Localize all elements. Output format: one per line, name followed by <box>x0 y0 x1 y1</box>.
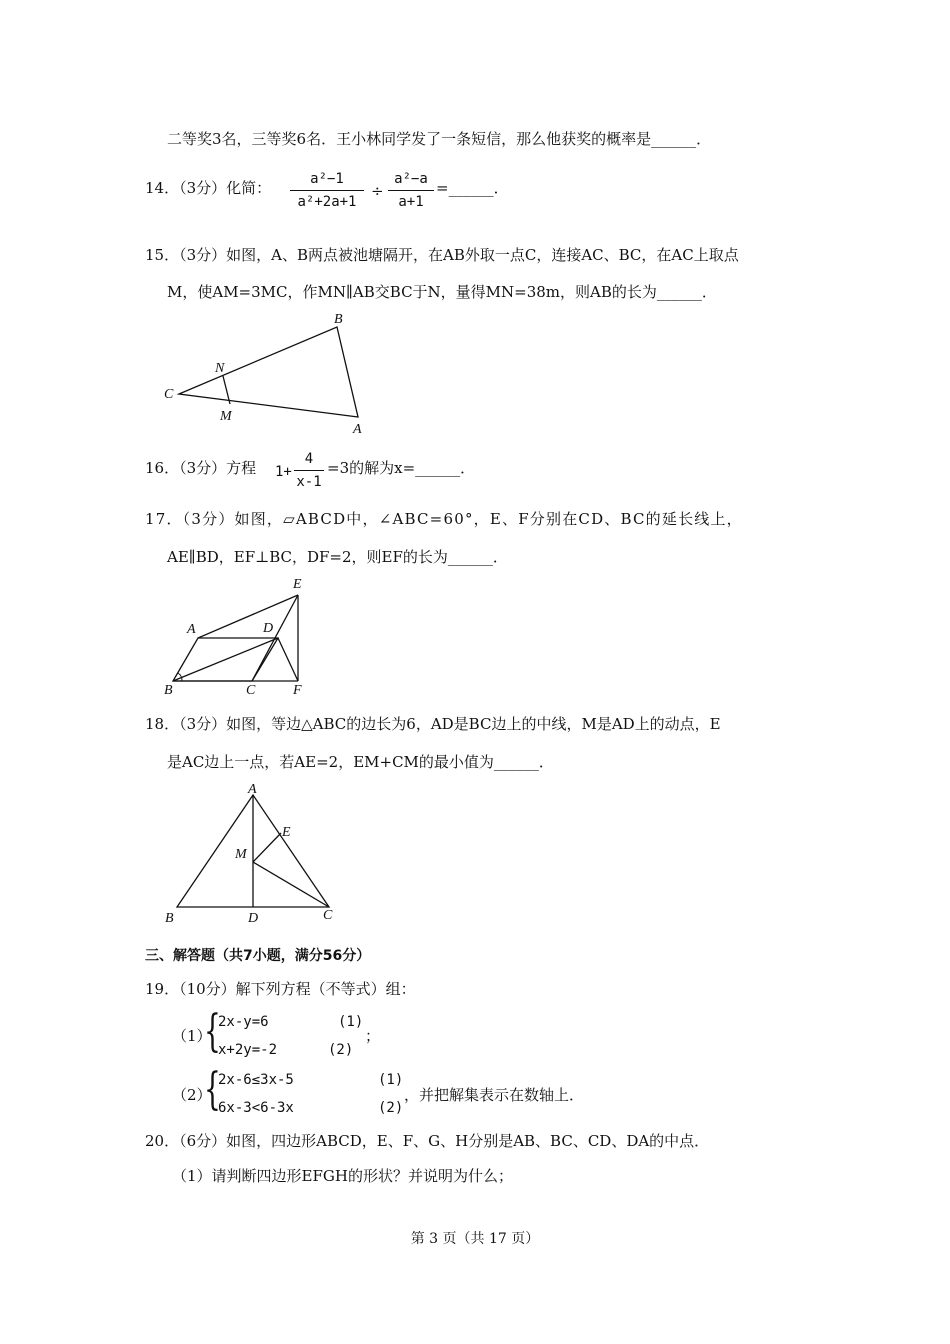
q15-line-2: M，使AM=3MC，作MN∥AB交BC于N，量得MN=38m，则AB的长为______． <box>167 283 717 301</box>
q18-label-d: D <box>248 911 259 926</box>
q15-line-1: 15．（3分）如图，A、B两点被池塘隔开，在AB外取一点C，连接AC、BC，在AC上取点 <box>145 246 739 264</box>
q15-label-n: N <box>215 361 225 376</box>
q18-label-a: A <box>248 782 257 797</box>
q19-part-2-eq-1: 2x-6≤3x-5 <box>218 1072 294 1088</box>
q16-tail: =3的解为x=______． <box>327 459 476 477</box>
q19-part-1-eq-2: x+2y=-2 <box>218 1042 278 1058</box>
q18-label-b: B <box>165 911 174 926</box>
q19-head: 19．（10分）解下列方程（不等式）组： <box>145 980 416 998</box>
q19-part-2-brace: { <box>204 1064 221 1115</box>
q19-part-1-brace: { <box>204 1006 221 1057</box>
q15-figure <box>160 310 380 440</box>
q19-part-1-eq-1: 2x-y=6 <box>218 1014 269 1030</box>
q17-figure <box>160 575 320 700</box>
q15-label-c: C <box>164 387 174 402</box>
q17-line-2: AE∥BD，EF⊥BC，DF=2，则EF的长为______． <box>167 548 508 566</box>
q17-label-c: C <box>246 683 256 698</box>
q16-denominator: x-1 <box>296 474 322 490</box>
q19-part-2-tail: ，并把解集表示在数轴上． <box>404 1086 585 1104</box>
q17-label-d: D <box>263 621 274 636</box>
q17-label-a: A <box>187 622 196 637</box>
q14-fraction-1-numerator: a²−1 <box>310 171 344 187</box>
q18-line-1: 18．（3分）如图，等边△ABC的边长为6，AD是BC边上的中线，M是AD上的动点，E <box>145 715 721 733</box>
section-3-title: 三、解答题（共7小题，满分56分） <box>145 948 371 964</box>
q14-fraction-2-numerator: a²−a <box>394 171 428 187</box>
q18-label-c: C <box>323 908 333 923</box>
q14-fraction-2 <box>388 170 434 211</box>
q20-line-1: 20．（6分）如图，四边形ABCD，E、F、G、H分别是AB、BC、CD、DA的中点． <box>145 1132 710 1150</box>
q19-part-2-eq-2: 6x-3<6-3x <box>218 1100 294 1116</box>
q19-part-1-label: （1） <box>172 1027 212 1045</box>
q13-continuation: 二等奖3名，三等奖6名．王小林同学发了一条短信，那么他获奖的概率是______． <box>167 130 712 148</box>
q18-label-e: E <box>282 825 291 840</box>
q14-fraction-2-denominator: a+1 <box>398 194 424 210</box>
q19-part-2-eq-1-tag: (1) <box>378 1072 404 1088</box>
q17-label-e: E <box>293 577 302 592</box>
q16-fraction <box>294 450 324 491</box>
q18-figure <box>160 780 350 930</box>
q14-head: 14．（3分）化简： <box>145 179 272 197</box>
q16-head: 16．（3分）方程 <box>145 459 257 477</box>
q20-line-2: （1）请判断四边形EFGH的形状？并说明为什么； <box>172 1167 513 1185</box>
q17-label-f: F <box>293 683 302 698</box>
q19-part-1-tail: ； <box>365 1027 381 1045</box>
q18-line-2: 是AC边上一点，若AE=2，EM+CM的最小值为______． <box>167 753 554 771</box>
q15-label-b: B <box>334 312 343 327</box>
q19-part-2-eq-2-tag: (2) <box>378 1100 404 1116</box>
q15-label-a: A <box>353 422 362 437</box>
page-footer: 第 3 页（共 17 页） <box>410 1231 540 1247</box>
q14-fraction-1 <box>290 170 364 211</box>
q17-label-b: B <box>164 683 173 698</box>
q15-label-m: M <box>220 409 232 424</box>
q18-label-m: M <box>235 847 247 862</box>
q19-part-1-eq-1-tag: (1) <box>338 1014 364 1030</box>
q19-part-1-eq-2-tag: (2) <box>328 1042 354 1058</box>
q19-part-2-label: （2） <box>172 1086 212 1104</box>
q14-fraction-1-denominator: a²+2a+1 <box>297 194 357 210</box>
q16-numerator: 4 <box>304 451 314 467</box>
q17-line-1: 17．（3分）如图，▱ABCD中，∠ABC=60°，E、F分别在CD、BC的延长线上， <box>145 510 743 528</box>
q14-tail: =______． <box>436 179 509 197</box>
q14-divide-sign: ÷ <box>371 182 384 200</box>
q16-one-plus: 1+ <box>275 464 292 480</box>
